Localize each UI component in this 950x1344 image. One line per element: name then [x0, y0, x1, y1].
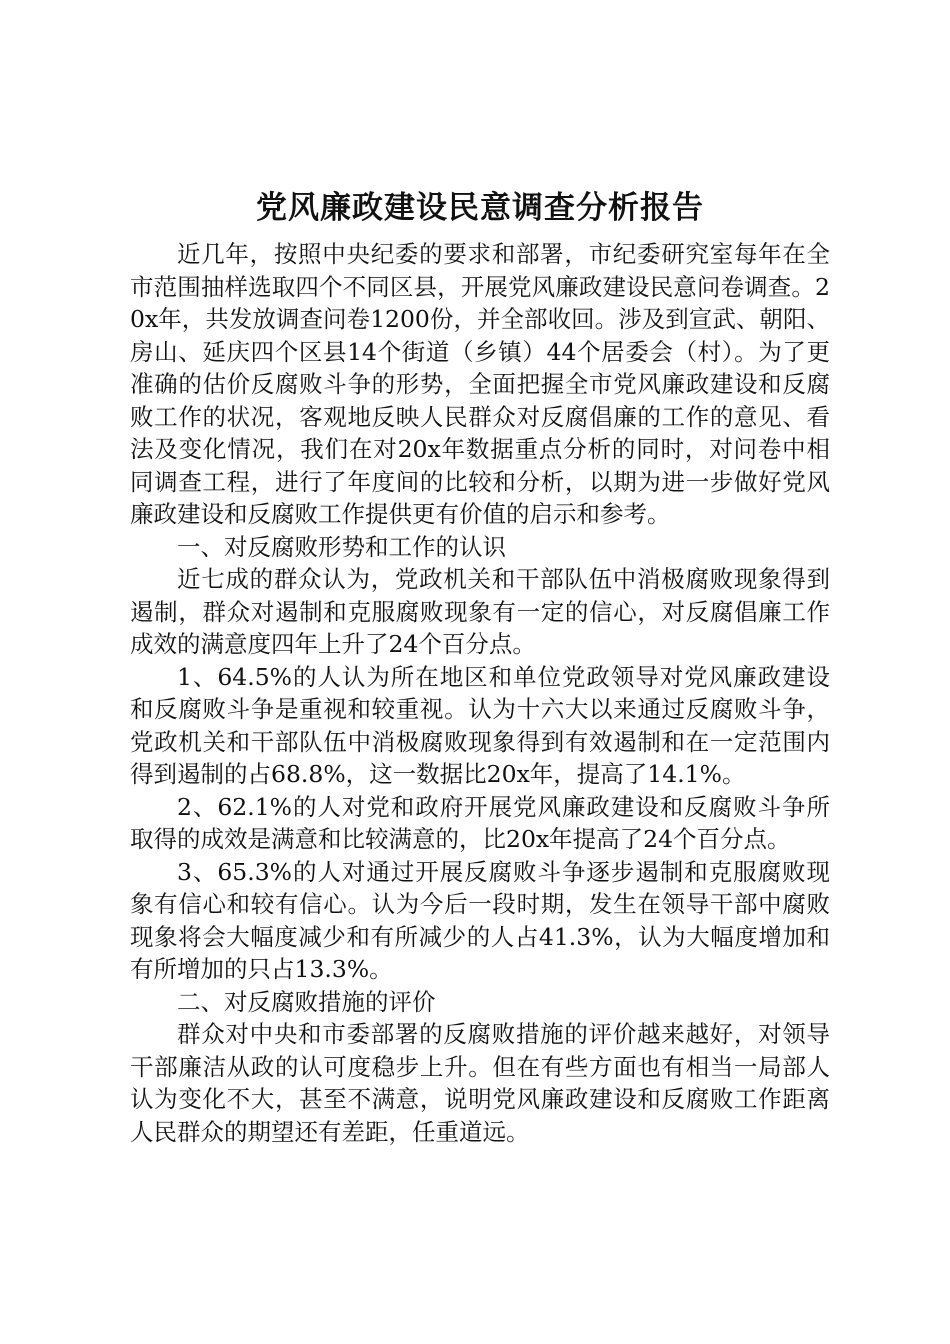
document-title: 党风廉政建设民意调查分析报告 [256, 190, 704, 226]
section-2-summary-paragraph: 群众对中央和市委部署的反腐败措施的评价越来越好，对领导干部廉洁从政的认可度稳步上升。但在有些方面也有相当一局部人认为变化不大，甚至不满意，说明党风廉政建设和反腐败工作距离人民群众的期望还有差距，任重道远。 [130, 1020, 830, 1146]
section-1-summary-paragraph: 近七成的群众认为，党政机关和干部队伍中消极腐败现象得到遏制，群众对遏制和克服腐败现象有一定的信心，对反腐倡廉工作成效的满意度四年上升了24个百分点。 [130, 565, 830, 658]
intro-paragraph: 近几年，按照中央纪委的要求和部署，市纪委研究室每年在全市范围抽样选取四个不同区县，开展党风廉政建设民意问卷调查。20x年，共发放调查问卷1200份，并全部收回。涉及到宣武、朝阳、房山、延庆四个区县14个街道（乡镇）44个居委会（村）。为了更准确的估价反腐败斗争的形势，全面把握全市党风廉政建设和反腐败工作的状况，客观地反映人民群众对反腐倡廉的工作的意见、看法及变化情况，我们在对20x年数据重点分析的同时，对问卷中相同调查工程，进行了年度间的比较和分析，以期为进一步做好党风廉政建设和反腐败工作提供更有价值的启示和参考。 [130, 240, 830, 528]
section-heading-2: 二、对反腐败措施的评价 [177, 987, 436, 1016]
document-page [130, 186, 830, 1148]
finding-1-paragraph: 1、64.5%的人认为所在地区和单位党政领导对党风廉政建设和反腐败斗争是重视和较重视。认为十六大以来通过反腐败斗争，党政机关和干部队伍中消极腐败现象得到有效遏制和在一定范围内得到遏制的占68.8%，这一数据比20x年，提高了14.1%。 [130, 662, 830, 788]
finding-2-paragraph: 2、62.1%的人对党和政府开展党风廉政建设和反腐败斗争所取得的成效是满意和比较满意的，比20x年提高了24个百分点。 [130, 792, 830, 853]
section-heading-1: 一、对反腐败形势和工作的认识 [177, 532, 506, 561]
finding-3-paragraph: 3、65.3%的人对通过开展反腐败斗争逐步遏制和克服腐败现象有信心和较有信心。认为今后一段时期，发生在领导干部中腐败现象将会大幅度减少和有所减少的人占41.3%，认为大幅度增加和有所增加的只占13.3%。 [130, 857, 830, 983]
